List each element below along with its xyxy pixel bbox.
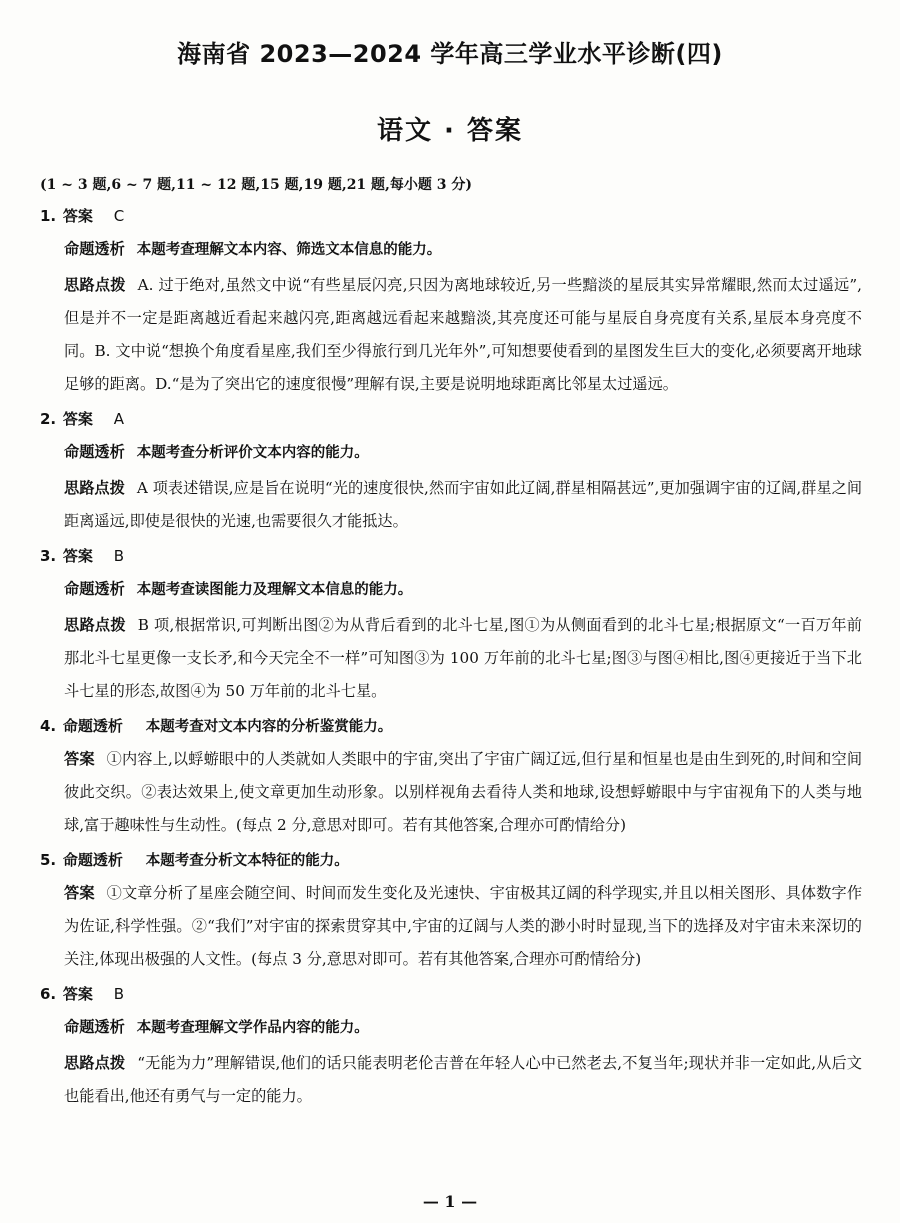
intent-text: 本题考查分析评价文本内容的能力。	[136, 444, 369, 461]
hint-label: 思路点拨	[64, 479, 125, 497]
question-1	[40, 202, 862, 401]
intent-label: 命题透析	[62, 717, 123, 735]
hint-paragraph	[40, 472, 862, 538]
answer-text: ①文章分析了星座会随空间、时间而发生变化及光速快、宇宙极其辽阔的科学现实,并且以相关图形、具体数字作为佐证,科学性强。②“我们”对宇宙的探索贯穿其中,宇宙的辽阔与人类的渺小时时显现,当下的选择及对宇宙未来深切的关注,体现出极强的人文性。(每点 3 分,意思对即可。若有其他答案,合理亦可酌情给分)	[64, 884, 863, 968]
question-number: 4.	[40, 717, 57, 735]
hint-text: “无能为力”理解错误,他们的话只能表明老伦吉普在年轻人心中已然老去,不复当年;现状并非一定如此,从后文也能看出,他还有勇气与一定的能力。	[64, 1054, 862, 1105]
intent-paragraph	[40, 573, 862, 606]
answer-paragraph	[40, 743, 862, 842]
answer-label: 答案	[62, 547, 93, 565]
answer-value: B	[113, 547, 125, 565]
question-number: 5.	[40, 851, 57, 869]
question-header	[40, 542, 862, 570]
answer-text: ①内容上,以蜉蝣眼中的人类就如人类眼中的宇宙,突出了宇宙广阔辽远,但行星和恒星也是由生到死的,时间和空间彼此交织。②表达效果上,使文章更加生动形象。以别样视角去看待人类和地球,设想蜉蝣眼中与宇宙视角下的人类与地球,富于趣味性与生动性。(每点 2 分,意思对即可。若有其他答案,合理亦可酌情给分)	[64, 750, 863, 834]
page-number: — 1 —	[422, 1192, 478, 1211]
page-subtitle: 语文 · 答案	[377, 116, 523, 146]
answer-label: 答案	[62, 985, 93, 1003]
question-2	[40, 405, 862, 538]
answer-label: 答案	[62, 207, 93, 225]
intent-text: 本题考查分析文本特征的能力。	[145, 852, 349, 869]
answer-value: B	[113, 985, 125, 1003]
question-header	[40, 202, 862, 230]
hint-text: B 项,根据常识,可判断出图②为从背后看到的北斗七星,图①为从侧面看到的北斗七星;根据原文“一百万年前那北斗七星更像一支长矛,和今天完全不一样”可知图③为 100 万年前的北斗七星;图③与图④相比,图④更接近于当下北斗七星的形态,故图④为 50 万年前的北斗七星。	[64, 616, 862, 700]
answer-label: 答案	[64, 884, 95, 902]
intent-paragraph	[40, 436, 862, 469]
question-4	[40, 712, 862, 842]
intent-label: 命题透析	[62, 851, 123, 869]
answer-label: 答案	[64, 750, 95, 768]
question-number: 2.	[40, 410, 57, 428]
intent-text: 本题考查读图能力及理解文本信息的能力。	[136, 581, 413, 598]
hint-paragraph	[40, 269, 862, 401]
question-number: 3.	[40, 547, 57, 565]
hint-paragraph	[40, 1047, 862, 1113]
question-header	[40, 846, 862, 874]
question-header	[40, 980, 862, 1008]
hint-label: 思路点拨	[64, 276, 126, 294]
intent-text: 本题考查理解文本内容、筛选文本信息的能力。	[136, 241, 442, 258]
answer-content	[40, 172, 862, 1113]
question-6	[40, 980, 862, 1113]
hint-paragraph	[40, 609, 862, 708]
question-header	[40, 712, 862, 740]
hint-label: 思路点拨	[64, 1054, 126, 1072]
hint-text: A. 过于绝对,虽然文中说“有些星辰闪亮,只因为离地球较近,另一些黯淡的星辰其实异常耀眼,然而太过遥远”,但是并不一定是距离越近看起来越闪亮,距离越远看起来越黯淡,其亮度还可能与星辰自身亮度有关系,星辰本身亮度不同。B. 文中说“想换个角度看星座,我们至少得旅行到几光年外”,可知想要使看到的星图发生巨大的变化,必须要离开地球足够的距离。D.“是为了突出它的速度很慢”理解有误,主要是说明地球距离比邻星太过遥远。	[64, 276, 863, 393]
answer-value: C	[113, 207, 125, 225]
intent-label: 命题透析	[64, 443, 125, 461]
intent-label: 命题透析	[64, 1018, 125, 1036]
question-3	[40, 542, 862, 708]
hint-text: A 项表述错误,应是旨在说明“光的速度很快,然而宇宙如此辽阔,群星相隔甚远”,更加强调宇宙的辽阔,群星之间距离遥远,即使是很快的光速,也需要很久才能抵达。	[64, 479, 863, 530]
question-number: 6.	[40, 985, 57, 1003]
intent-label: 命题透析	[64, 580, 125, 598]
hint-label: 思路点拨	[64, 616, 126, 634]
intent-text: 本题考查理解文学作品内容的能力。	[136, 1019, 369, 1036]
intent-paragraph	[40, 233, 862, 266]
intent-text: 本题考查对文本内容的分析鉴赏能力。	[145, 718, 393, 735]
answer-value: A	[113, 410, 124, 428]
answer-paragraph	[40, 877, 862, 976]
answer-label: 答案	[62, 410, 93, 428]
intent-label: 命题透析	[64, 240, 125, 258]
page-title: 海南省 2023—2024 学年高三学业水平诊断(四)	[177, 40, 723, 68]
question-number: 1.	[40, 207, 57, 225]
question-5	[40, 846, 862, 976]
scoring-note: (1 ~ 3 题,6 ~ 7 题,11 ~ 12 题,15 题,19 题,21 题,每小题 3 分)	[40, 177, 473, 193]
question-header	[40, 405, 862, 433]
intent-paragraph	[40, 1011, 862, 1044]
